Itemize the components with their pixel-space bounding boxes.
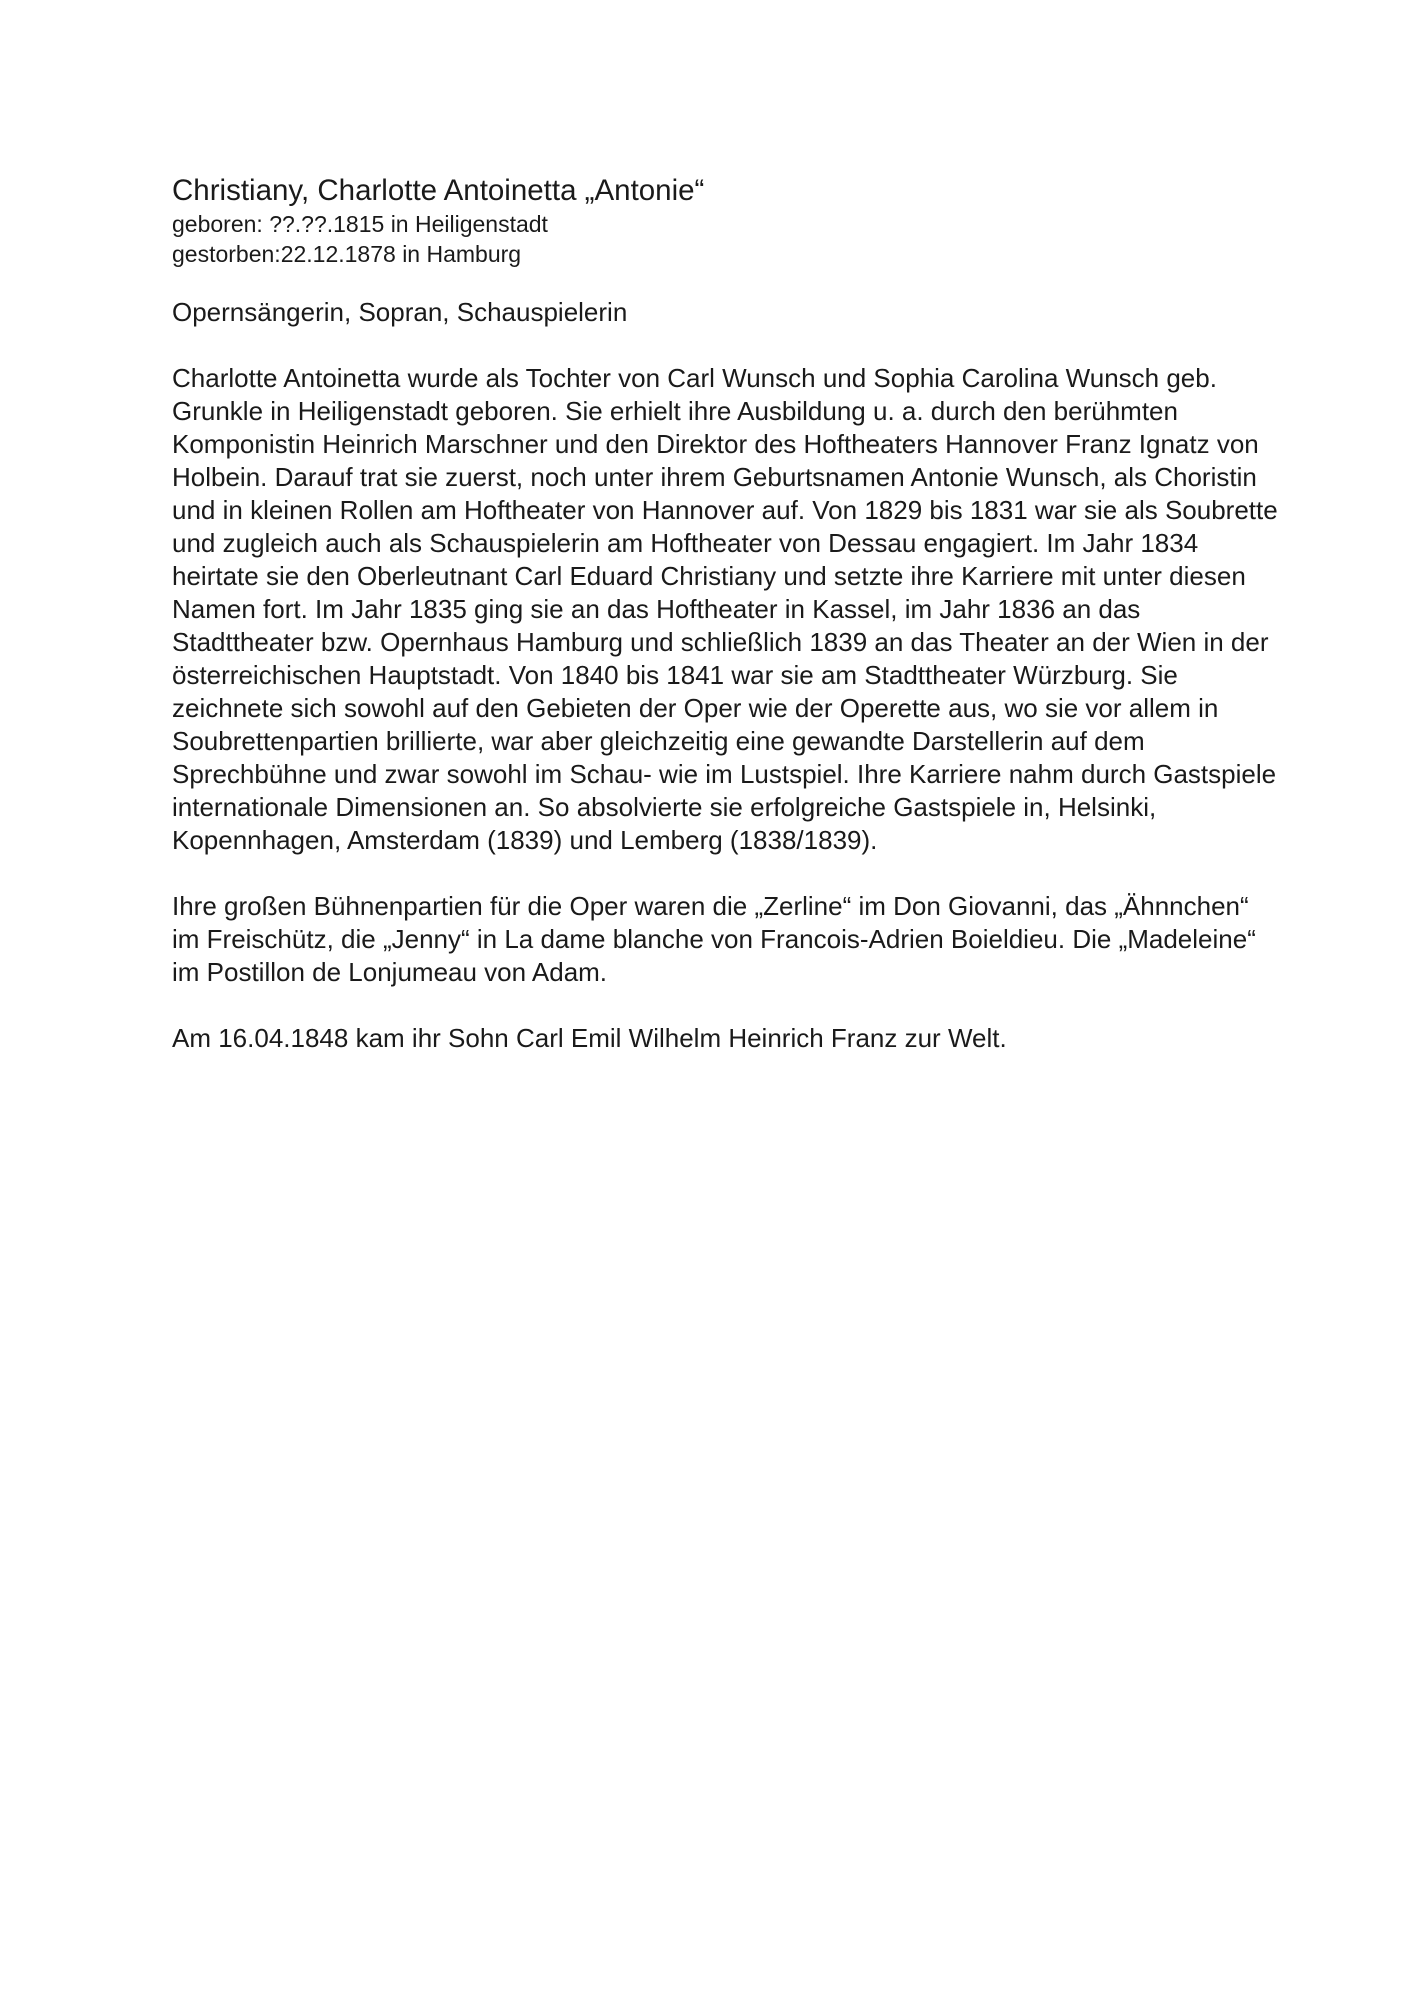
roles-paragraph: Ihre großen Bühnenpartien für die Oper waren die „Zerline“ im Don Giovanni, das „Ähnnchen“ im Freischütz, die „Jenny“ in La dame blanche von Francois-Adrien Boieldieu. Die „Madeleine“ im Postillon de Lonjumeau von Adam. [172, 891, 1256, 987]
page-title: Christiany, Charlotte Antoinetta „Antonie“ [172, 174, 705, 207]
profession-line: Opernsängerin, Sopran, Schauspielerin [172, 297, 628, 327]
birth-info: geboren: ??.??.1815 in Heiligenstadt [172, 211, 548, 237]
document-body [172, 173, 1282, 1055]
death-info: gestorben:22.12.1878 in Hamburg [172, 241, 522, 267]
son-paragraph: Am 16.04.1848 kam ihr Sohn Carl Emil Wilhelm Heinrich Franz zur Welt. [172, 1023, 1007, 1053]
biography-paragraph: Charlotte Antoinetta wurde als Tochter von Carl Wunsch und Sophia Carolina Wunsch geb. Grunkle in Heiligenstadt geboren. Sie erhielt ihre Ausbildung u. a. durch den berühmten Komponistin Heinrich Marschner und den Direktor des Hoftheaters Hannover Franz Ignatz von Holbein. Darauf trat sie zuerst, noch unter ihrem Geburtsnamen Antonie Wunsch, als Choristin und in kleinen Rollen am Hoftheater von Hannover auf. Von 1829 bis 1831 war sie als Soubrette und zugleich auch als Schauspielerin am Hoftheater von Dessau engagiert. Im Jahr 1834 heirtate sie den Oberleutnant Carl Eduard Christiany und setzte ihre Karriere mit unter diesen Namen fort. Im Jahr 1835 ging sie an das Hoftheater in Kassel, im Jahr 1836 an das Stadttheater bzw. Opernhaus Hamburg und schließlich 1839 an das Theater an der Wien in der österreichischen Hauptstadt. Von 1840 bis 1841 war sie am Stadttheater Würzburg. Sie zeichnete sich sowohl auf den Gebieten der Oper wie der Operette aus, wo sie vor allem in Soubrettenpartien brillierte, war aber gleichzeitig eine gewandte Darstellerin auf dem Sprechbühne und zwar sowohl im Schau- wie im Lustspiel. Ihre Karriere nahm durch Gastspiele internationale Dimensionen an. So absolvierte sie erfolgreiche Gastspiele in, Helsinki, Kopennhagen, Amsterdam (1839) und Lemberg (1838/1839). [172, 363, 1278, 855]
